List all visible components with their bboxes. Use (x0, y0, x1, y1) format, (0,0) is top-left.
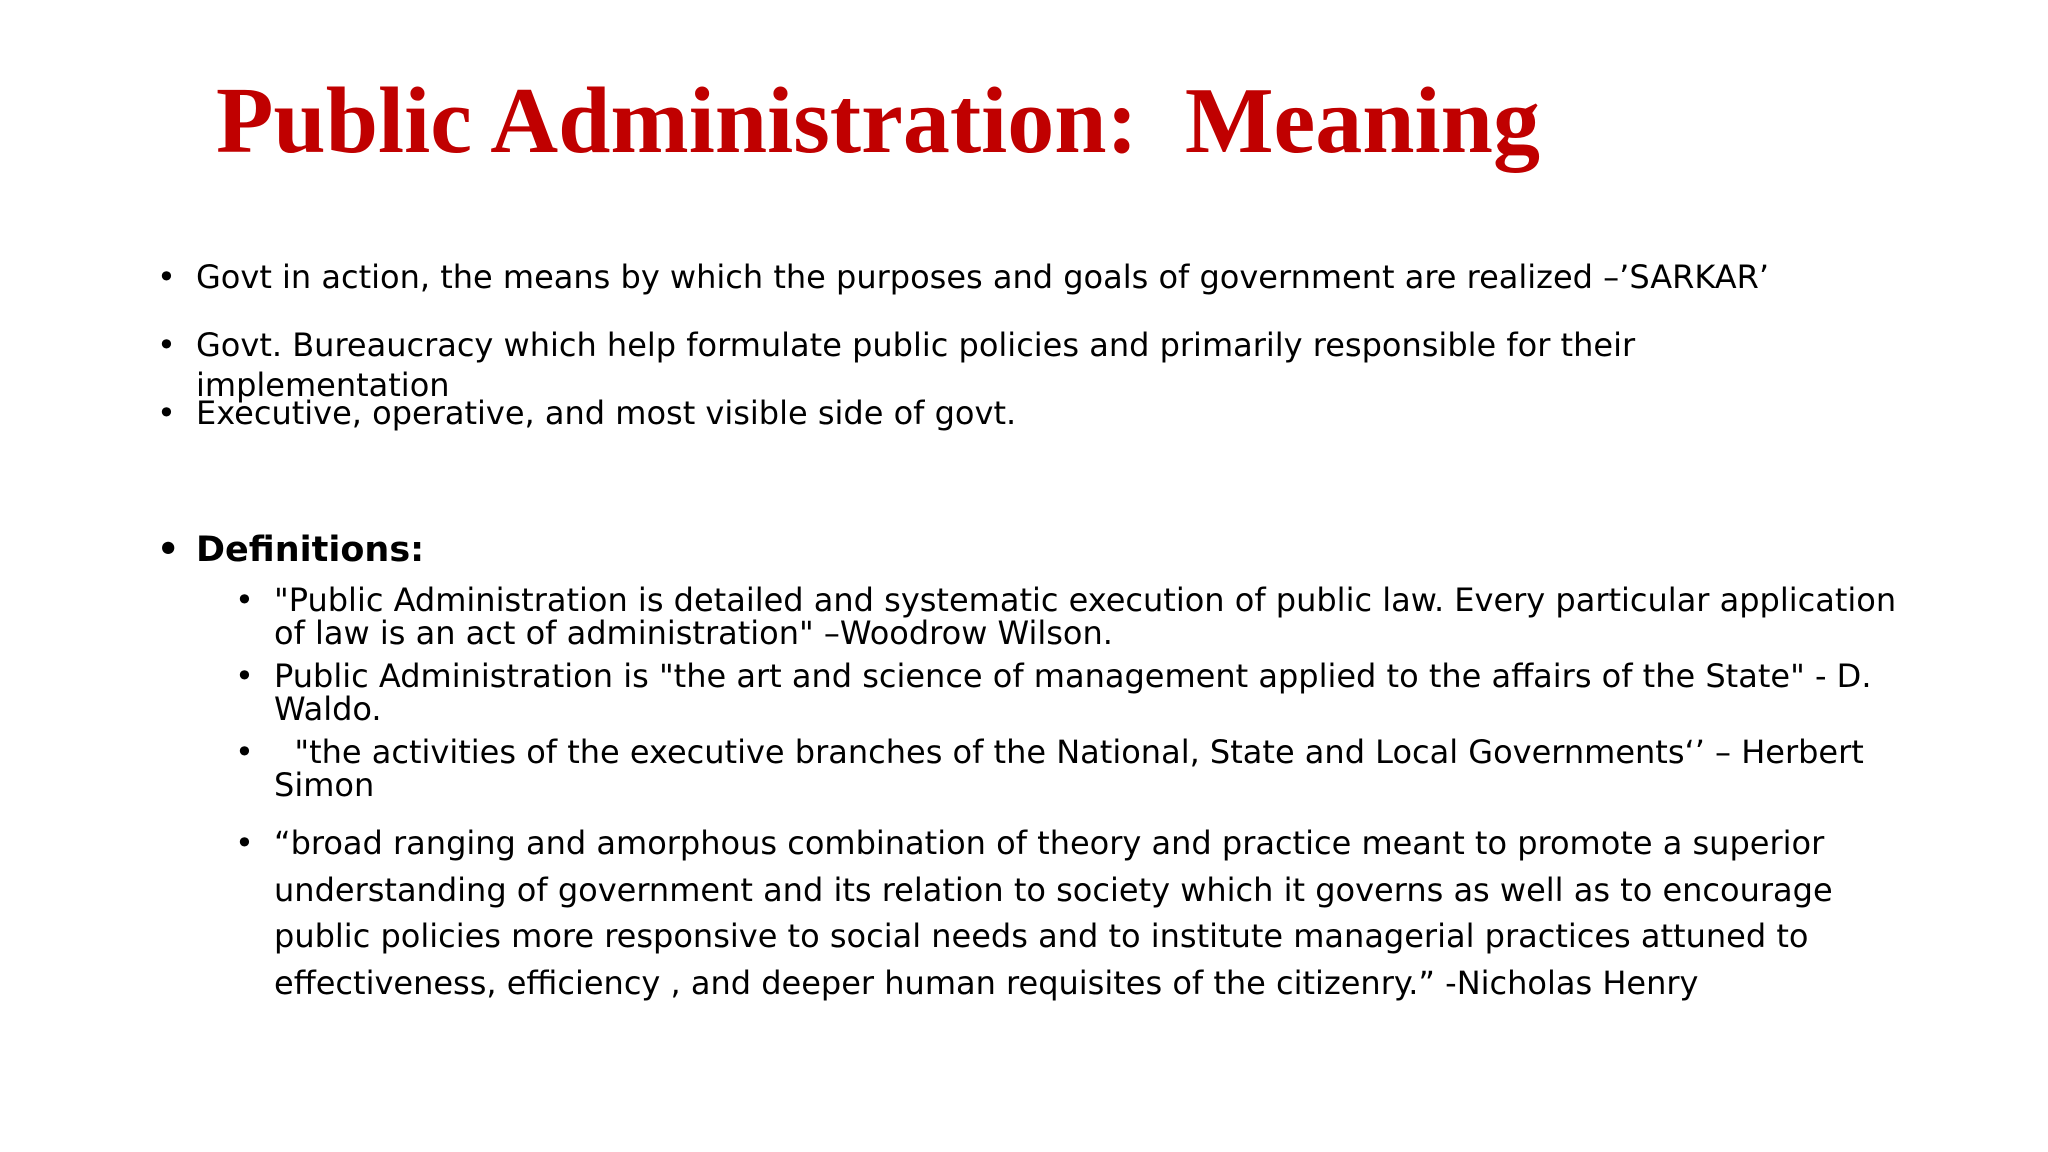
slide-title: Public Administration: Meaning (216, 69, 1540, 173)
definitions-heading-item (157, 529, 1876, 573)
definition-item (235, 820, 1910, 1007)
bullet-icon: • (157, 326, 176, 364)
definition-text: "Public Administration is detailed and systematic execution of public law. Every particular application of law is an act of administration" –Woodrow Wilson. (274, 581, 1897, 652)
bullet-icon: • (235, 581, 254, 619)
definition-item (235, 733, 1910, 804)
point-text: Govt. Bureaucracy which help formulate public policies and primarily responsible for their implementation (196, 326, 1636, 404)
definition-item (235, 657, 1910, 728)
bullet-icon: • (235, 733, 254, 771)
bullet-icon: • (157, 530, 180, 570)
list-item (157, 393, 1876, 433)
definition-text: “broad ranging and amorphous combination of theory and practice meant to promote a superior understanding of government and its relation to society which it governs as well as to encourage public policies more responsive to social needs and to institute managerial practices attuned to effectiveness, efficiency , and deeper human requisites of the citizenry.” -Nicholas Henry (274, 824, 1833, 1003)
point-text: Govt in action, the means by which the purposes and goals of government are realized –’SARKAR’ (196, 258, 1770, 296)
list-item (157, 257, 1876, 297)
point-text: Executive, operative, and most visible side of govt. (196, 394, 1017, 432)
definition-text: "the activities of the executive branches of the National, State and Local Governments‘’ – Herbert Simon (274, 733, 1874, 804)
bullet-icon: • (235, 824, 254, 862)
bullet-icon: • (157, 258, 176, 296)
definition-text: Public Administration is "the art and science of management applied to the affairs of the State" - D. Waldo. (274, 657, 1872, 728)
bullet-icon: • (235, 657, 254, 695)
definition-item (235, 581, 1910, 652)
bullet-icon: • (157, 394, 176, 432)
definitions-heading: Definitions: (196, 530, 425, 570)
